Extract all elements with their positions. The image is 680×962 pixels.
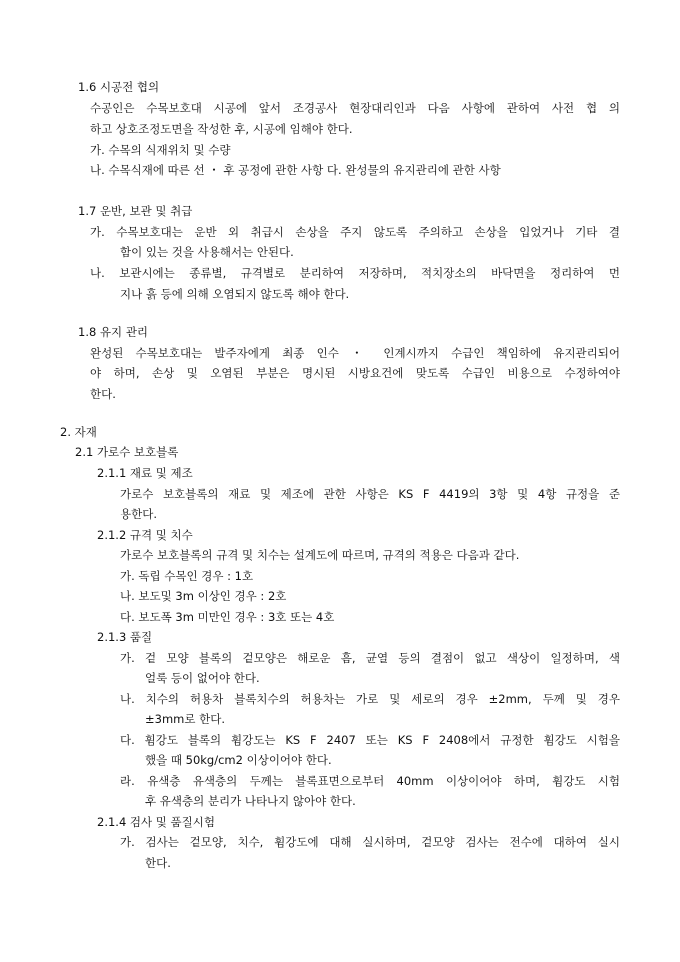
section-1-6-heading: 1.6 시공전 협의 xyxy=(78,80,160,94)
section-1-6-paragraph-line-1: 수공인은 수목보호대 시공에 앞서 조경공사 현장대리인과 다음 사항에 관하여 사전 협 의 xyxy=(90,101,620,115)
section-1-7-item-b-line-1: 나. 보관시에는 종류별, 규격별로 분리하여 저장하며, 적치장소의 바닥면을 정리하여 먼 xyxy=(90,266,620,280)
section-2-1-3-item-a-line-2: 얼룩 등이 없어야 한다. xyxy=(145,671,260,685)
section-2-1-3-item-c-line-1: 다. 휨강도 블록의 휨강도는 KS F 2407 또는 KS F 2408에서 규정한 휨강도 시험을 xyxy=(120,733,620,747)
section-2-1-4-item-a-line-1: 가. 검사는 겉모양, 치수, 휨강도에 대해 실시하며, 겉모양 검사는 전수에 대하여 실시 xyxy=(120,835,620,849)
section-1-7-heading: 1.7 운반, 보관 및 취급 xyxy=(78,204,193,218)
section-2-1-1-paragraph-line-1: 가로수 보호블록의 재료 및 제조에 관한 사항은 KS F 4419의 3항 및 4항 규정을 준 xyxy=(120,487,620,501)
section-2-1-3-item-b-line-1: 나. 치수의 허용차 블록치수의 허용차는 가로 및 세로의 경우 ±2mm, 두께 및 경우 xyxy=(120,692,620,706)
section-2-1-2-paragraph: 가로수 보호블록의 규격 및 치수는 설계도에 따르며, 규격의 적용은 다음과 같다. xyxy=(120,548,520,562)
section-2-1-1-heading: 2.1.1 재료 및 제조 xyxy=(97,466,193,480)
section-2-1-2-item-b: 나. 보도및 3m 이상인 경우 : 2호 xyxy=(120,589,287,603)
section-2-1-4-heading: 2.1.4 검사 및 품질시험 xyxy=(97,815,215,829)
section-1-8-paragraph-line-1: 완성된 수목보호대는 발주자에게 최종 인수 ・ 인계시까지 수급인 책임하에 유지관리되어 xyxy=(90,346,620,360)
section-2-1-3-item-d-line-1: 라. 유색층 유색층의 두께는 블록표면으로부터 40mm 이상이어야 하며, 휨강도 시험 xyxy=(120,774,620,788)
section-2-1-2-item-a: 가. 독립 수목인 경우 : 1호 xyxy=(120,569,254,583)
section-1-7-item-a-line-1: 가. 수목보호대는 운반 외 취급시 손상을 주지 않도록 주의하고 손상을 입었거나 기타 결 xyxy=(90,225,620,239)
section-1-6-item-a: 가. 수목의 식재위치 및 수량 xyxy=(90,143,231,157)
section-1-8-heading: 1.8 유지 관리 xyxy=(78,325,149,339)
section-2-1-3-heading: 2.1.3 품질 xyxy=(97,630,153,644)
section-2-1-3-item-d-line-2: 후 유색층의 분리가 나타나지 않아야 한다. xyxy=(145,794,356,808)
section-2-1-2-item-c: 다. 보도폭 3m 미만인 경우 : 3호 또는 4호 xyxy=(120,610,335,624)
section-2-1-3-item-c-line-2: 했을 때 50kg/cm2 이상이어야 한다. xyxy=(145,753,332,767)
section-2-1-heading: 2.1 가로수 보호블록 xyxy=(75,445,179,459)
section-1-8-paragraph-line-3: 한다. xyxy=(90,387,116,401)
section-1-8-paragraph-line-2: 야 하며, 손상 및 오염된 부분은 명시된 시방요건에 맞도록 수급인 비용으로 수정하여야 xyxy=(90,366,620,380)
section-2-1-3-item-b-line-2: ±3mm로 한다. xyxy=(145,712,225,726)
section-2-1-3-item-a-line-1: 가. 겉 모양 블록의 겉모양은 해로운 흠, 균열 등의 결점이 없고 색상이 일정하며, 색 xyxy=(120,651,620,665)
section-1-6-item-b: 나. 수목식재에 따른 선 ・ 후 공정에 관한 사항 다. 완성물의 유지관리에 관한 사항 xyxy=(90,163,501,177)
section-2-1-4-item-a-line-2: 한다. xyxy=(145,856,171,870)
section-1-7-item-b-line-2: 지나 흙 등에 의해 오염되지 않도록 해야 한다. xyxy=(120,287,350,301)
section-2-1-1-paragraph-line-2: 용한다. xyxy=(120,507,157,521)
section-2-heading: 2. 자재 xyxy=(60,425,97,439)
section-1-6-paragraph-line-2: 하고 상호조정도면을 작성한 후, 시공에 임해야 한다. xyxy=(90,122,353,136)
section-1-7-item-a-line-2: 함이 있는 것을 사용해서는 안된다. xyxy=(120,245,294,259)
section-2-1-2-heading: 2.1.2 규격 및 치수 xyxy=(97,528,193,542)
